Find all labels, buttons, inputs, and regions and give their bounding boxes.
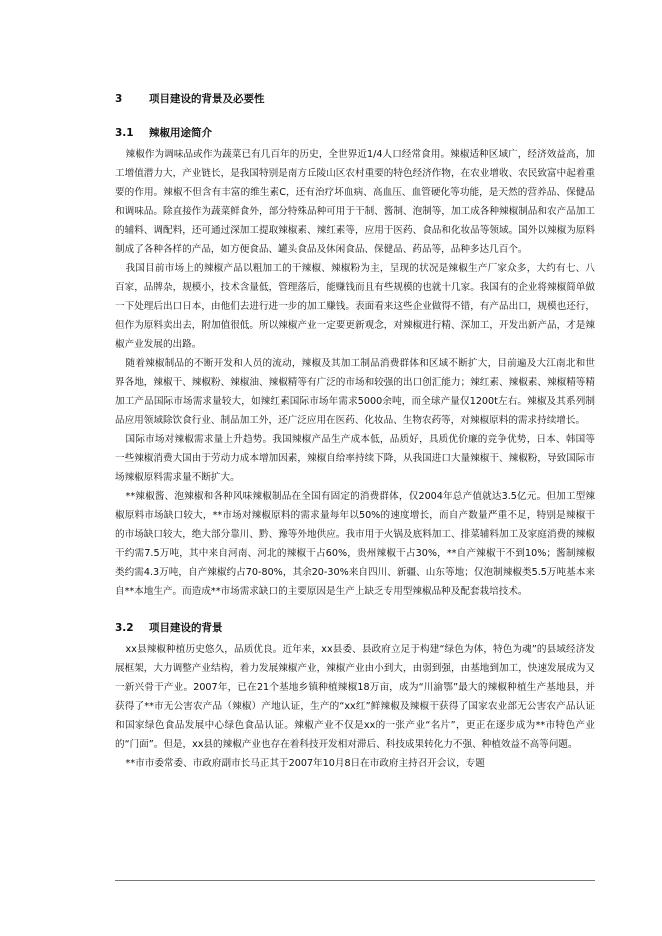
section-number: 3.1 (115, 127, 134, 139)
paragraph: 随着辣椒制品的不断开发和人员的流动，辣椒及其加工制品消费群体和区域不断扩大，目前遍及大江南北和世界各地，辣椒干、辣椒粉、辣椒油、辣椒精等有广泛的市场和较强的出口创汇能力；辣红素、辣椒素、辣椒精等精加工产品国际市场需求量较大，如辣红素国际市场年需求5000余吨，而全球产量仅1200t左右。辣椒及其系列制品应用领域除饮食行业、制品加工外，还广泛应用在医药、化妆品、生物农药等，对辣椒原料的需求持续增长。 (115, 358, 595, 426)
paragraph: 国际市场对辣椒需求量上升趋势。我国辣椒产品生产成本低，品质好，具质优价廉的竞争优势，日本、韩国等一些辣椒消费大国由于劳动力成本增加因素，辣椒自给率持续下降，从我国进口大量辣椒干、辣椒粉，导致国际市场辣椒原料需求量不断扩大。 (115, 434, 595, 483)
paragraph: **市市委常委、市政府副市长马正其于2007年10月8日在市政府主持召开会议，专题 (125, 758, 485, 769)
paragraph: 我国目前市场上的辣椒产品以粗加工的干辣椒、辣椒粉为主，呈现的状况是辣椒生产厂家众多，大约有七、八百家，品牌杂，规模小，技术含量低，管理落后，能赚钱而且有些规模的也就十几家。我国有的企业将辣椒简单做一下处理后出口日本，由他们去进行进一步的加工赚钱。表面看来这些企业做得不错，有产品出口，规模也还行，但作为原料卖出去，附加值很低。所以辣椒产业一定要更新观念，对辣椒进行精、深加工，开发出新产品，才是辣椒产业发展的出路。 (115, 263, 595, 350)
section-heading-3-2 (115, 621, 595, 635)
paragraph: 辣椒作为调味品或作为蔬菜已有几百年的历史，全世界近1/4人口经常食用。辣椒适种区域广，经济效益高，加工增值潜力大，产业链长，是我国特别是南方丘陵山区农村重要的特色经济作物，在农业增收、农民致富中起着重要的作用。辣椒不但含有丰富的维生素C，还有治疗坏血病、高血压、血管硬化等功能，是天然的营养品、保健品和调味品。除直接作为蔬菜鲜食外，部分特殊品种可用于干制、酱制、泡制等，加工成各种辣椒制品和农产品加工的辅料、调配料，还可通过深加工提取辣椒素、辣红素等，应用于医药、食品和化妆品等领域。国外以辣椒为原料制成了各种各样的产品，如方便食品、罐头食品及休闲食品、保健品、药品等，品种多达几百个。 (115, 149, 595, 255)
section-heading-3 (115, 92, 595, 106)
section-title: 项目建设的背景 (149, 622, 223, 634)
paragraph: **辣椒酱、泡辣椒和各种风味辣椒制品在全国有固定的消费群体，仅2004年总产值就达3.5亿元。但加工型辣椒原料市场缺口较大，**市场对辣椒原料的需求量每年以50%的速度增长，而自产数量严重不足，特别是辣椒干的市场缺口较大，绝大部分靠川、黔、豫等外地供应。我市用于火锅及底料加工、排菜辅料加工及家庭消费的辣椒干约需7.5万吨，其中来自河南、河北的辣椒干占60%，贵州辣椒干占30%，**自产辣椒干不到10%；酱制辣椒类约需4.3万吨，自产辣椒约占70-80%，其余20-30%来自四川、新疆、山东等地；仅泡制辣椒类5.5万吨基本来自**本地生产。而造成**市场需求缺口的主要原因是生产上缺乏专用型辣椒品种及配套栽培技术。 (115, 491, 595, 597)
section-title: 辣椒用途简介 (149, 127, 212, 139)
section-number: 3 (115, 93, 123, 105)
footer-rule (115, 880, 595, 881)
paragraph: xx县辣椒种植历史悠久，品质优良。近年来，xx县委、县政府立足于构建“绿色为体，特色为魂”的县域经济发展框架，大力调整产业结构，着力发展辣椒产业，辣椒产业由小到大，由弱到强，由基地到加工，快速发展成为又一新兴骨干产业。2007年，已在21个基地乡镇种植辣椒18万亩，成为“川渝鄂”最大的辣椒种植生产基地县，并获得了**市无公害农产品（辣椒）产地认证，生产的“xx红”鲜辣椒及辣椒干获得了国家农业部无公害农产品认证和国家绿色食品发展中心绿色食品认证。辣椒产业不仅是xx的一张产业“名片”，更正在逐步成为**市特色产业的“门面”。但是，xx县的辣椒产业也存在着科技开发相对滞后、科技成果转化力不强、种植效益不高等问题。 (115, 644, 595, 750)
document-content (115, 92, 595, 773)
section-heading-3-1 (115, 126, 595, 140)
section-number: 3.2 (115, 622, 134, 634)
section-title: 项目建设的背景及必要性 (149, 93, 265, 105)
